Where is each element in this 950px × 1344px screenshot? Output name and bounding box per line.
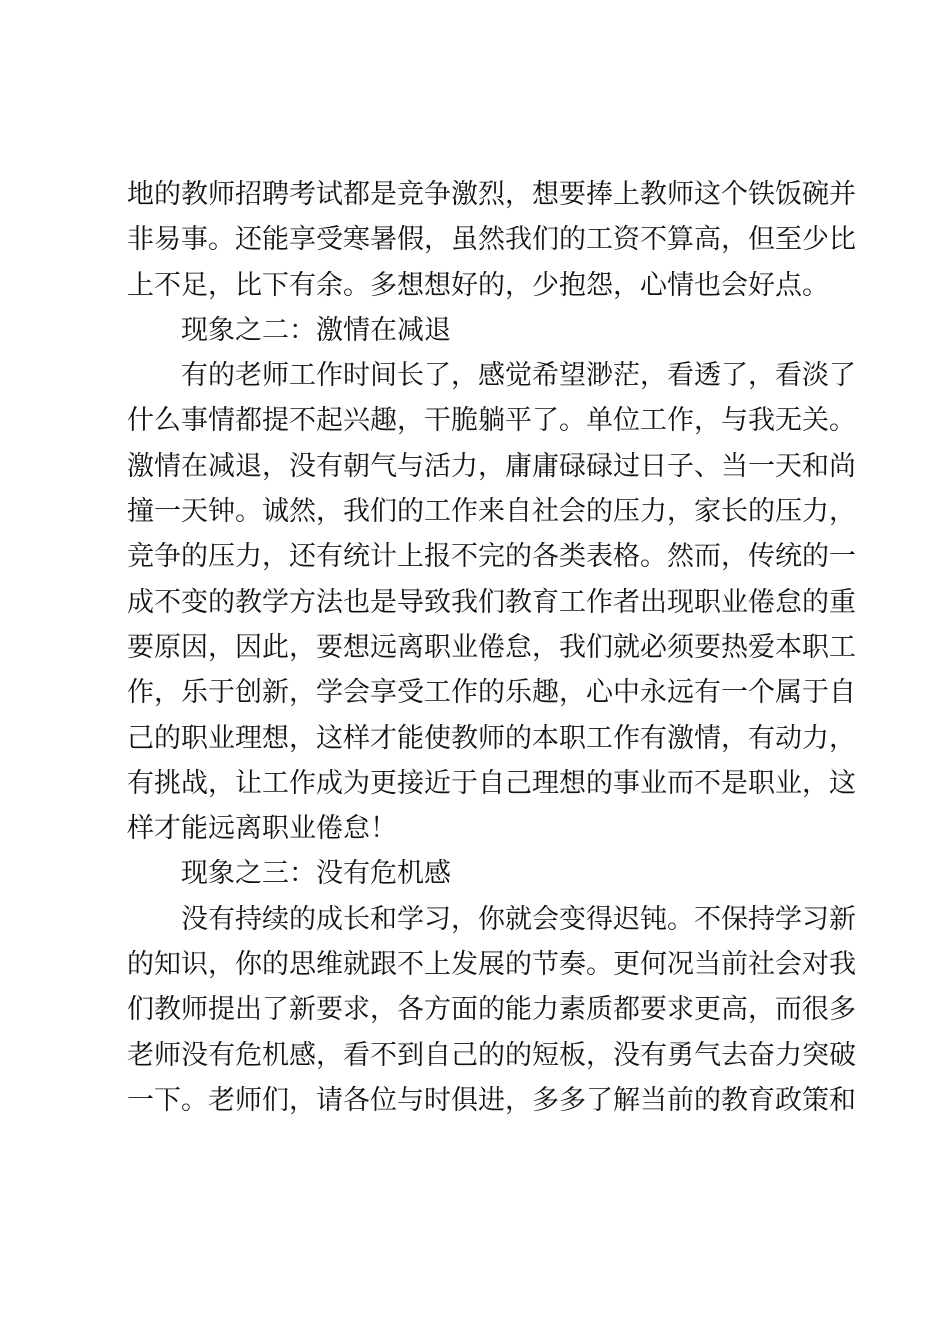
text-line: 样才能远离职业倦怠！ (127, 813, 397, 845)
text-line: 成不变的教学方法也是导致我们教育工作者出现职业倦怠的重 (127, 586, 856, 618)
text-line: 一下。老师们，请各位与时俱进，多多了解当前的教育政策和 (127, 1084, 856, 1116)
text-line: 有挑战，让工作成为更接近于自己理想的事业而不是职业，这 (127, 767, 856, 799)
paragraph-1 (127, 172, 856, 308)
text-line: 上不足，比下有余。多想想好的，少抱怨，心情也会好点。 (127, 269, 829, 301)
paragraph-2 (127, 353, 856, 851)
text-line: 竞争的压力，还有统计上报不完的各类表格。然而，传统的一 (127, 541, 856, 573)
paragraph-3 (127, 897, 856, 1123)
document-body (127, 172, 856, 1123)
text-line: 地的教师招聘考试都是竞争激烈，想要捧上教师这个铁饭碗并 (127, 179, 856, 210)
section-heading-2: 现象之二：激情在减退 (181, 314, 451, 346)
text-line: 要原因，因此，要想远离职业倦怠，我们就必须要热爱本职工 (127, 631, 856, 663)
text-line: 己的职业理想，这样才能使教师的本职工作有激情，有动力， (127, 722, 856, 754)
text-line: 撞一天钟。诚然，我们的工作来自社会的压力，家长的压力， (127, 496, 856, 528)
section-heading-3: 现象之三：没有危机感 (181, 858, 451, 890)
text-line: 激情在减退，没有朝气与活力，庸庸碌碌过日子、当一天和尚 (127, 450, 856, 482)
text-line: 作，乐于创新，学会享受工作的乐趣，心中永远有一个属于自 (127, 677, 856, 709)
text-line: 老师没有危机感，看不到自己的的短板，没有勇气去奋力突破 (127, 1039, 856, 1071)
text-line: 没有持续的成长和学习，你就会变得迟钝。不保持学习新 (181, 903, 856, 935)
text-line: 什么事情都提不起兴趣，干脆躺平了。单位工作，与我无关。 (127, 405, 856, 437)
text-line: 非易事。还能享受寒暑假，虽然我们的工资不算高，但至少比 (127, 224, 856, 256)
text-line: 们教师提出了新要求，各方面的能力素质都要求更高，而很多 (127, 994, 856, 1026)
text-line: 有的老师工作时间长了，感觉希望渺茫，看透了，看淡了 (181, 360, 856, 392)
text-line: 的知识，你的思维就跟不上发展的节奏。更何况当前社会对我 (127, 949, 856, 981)
